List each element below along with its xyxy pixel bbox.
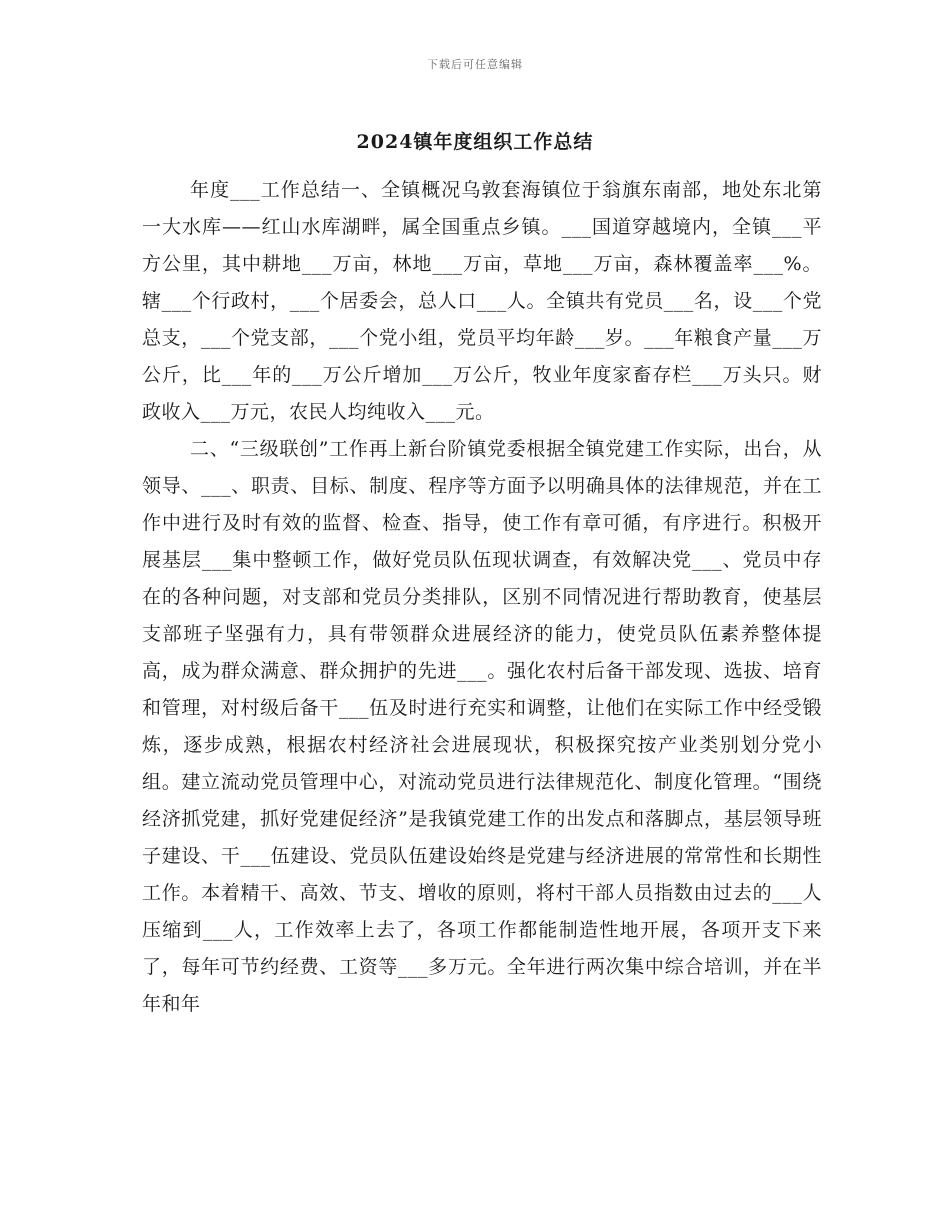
document-title: 2024镇年度组织工作总结 xyxy=(356,131,594,153)
paragraph-three-level-campaign: 二、“三级联创”工作再上新台阶镇党委根据全镇党建工作实际，出台，从领导、___、职责、目标、制度、程序等方面予以明确具体的法律规范，并在工作中进行及时有效的监督、检查、指导，使工作有章可循，有序进行。积极开展基层___集中整顿工作，做好党员队伍现状调查，有效解决党___、党员中存在的各种问题，对支部和党员分类排队，区别不同情况进行帮助教育，使基层支部班子坚强有力，具有带领群众进展经济的能力，使党员队伍素养整体提高，成为群众满意、群众拥护的先进___。强化农村后备干部发现、选拔、培育和管理，对村级后备干___伍及时进行充实和调整，让他们在实际工作中经受锻炼，逐步成熟，根据农村经济社会进展现状，积极探究按产业类别划分党小组。建立流动党员管理中心，对流动党员进行法律规范化、制度化管理。“围绕经济抓党建，抓好党建促经济”是我镇党建工作的出发点和落脚点，基层领导班子建设、干___伍建设、党员队伍建设始终是党建与经济进展的常常性和长期性工作。本着精干、高效、节支、增收的原则，将村干部人员指数由过去的___人压缩到___人，工作效率上去了，各项工作都能制造性地开展，各项开支下来了，每年可节约经费、工资等___多万元。全年进行两次集中综合培训，并在半年和年 xyxy=(142,438,822,1015)
document-body xyxy=(142,172,822,1023)
page-header-note: 下载后可任意编辑 xyxy=(427,58,523,71)
paragraph-overview: 年度___工作总结一、全镇概况乌敦套海镇位于翁旗东南部，地处东北第一大水库——红山水库湖畔，属全国重点乡镇。___国道穿越境内，全镇___平方公里，其中耕地___万亩，林地___万亩，草地___万亩，森林覆盖率___%。辖___个行政村，___个居委会，总人口___人。全镇共有党员___名，设___个党总支，___个党支部，___个党小组，党员平均年龄___岁。___年粮食产量___万公斤，比___年的___万公斤增加___万公斤，牧业年度家畜存栏___万头只。财政收入___万元，农民人均纯收入___元。 xyxy=(142,179,822,423)
